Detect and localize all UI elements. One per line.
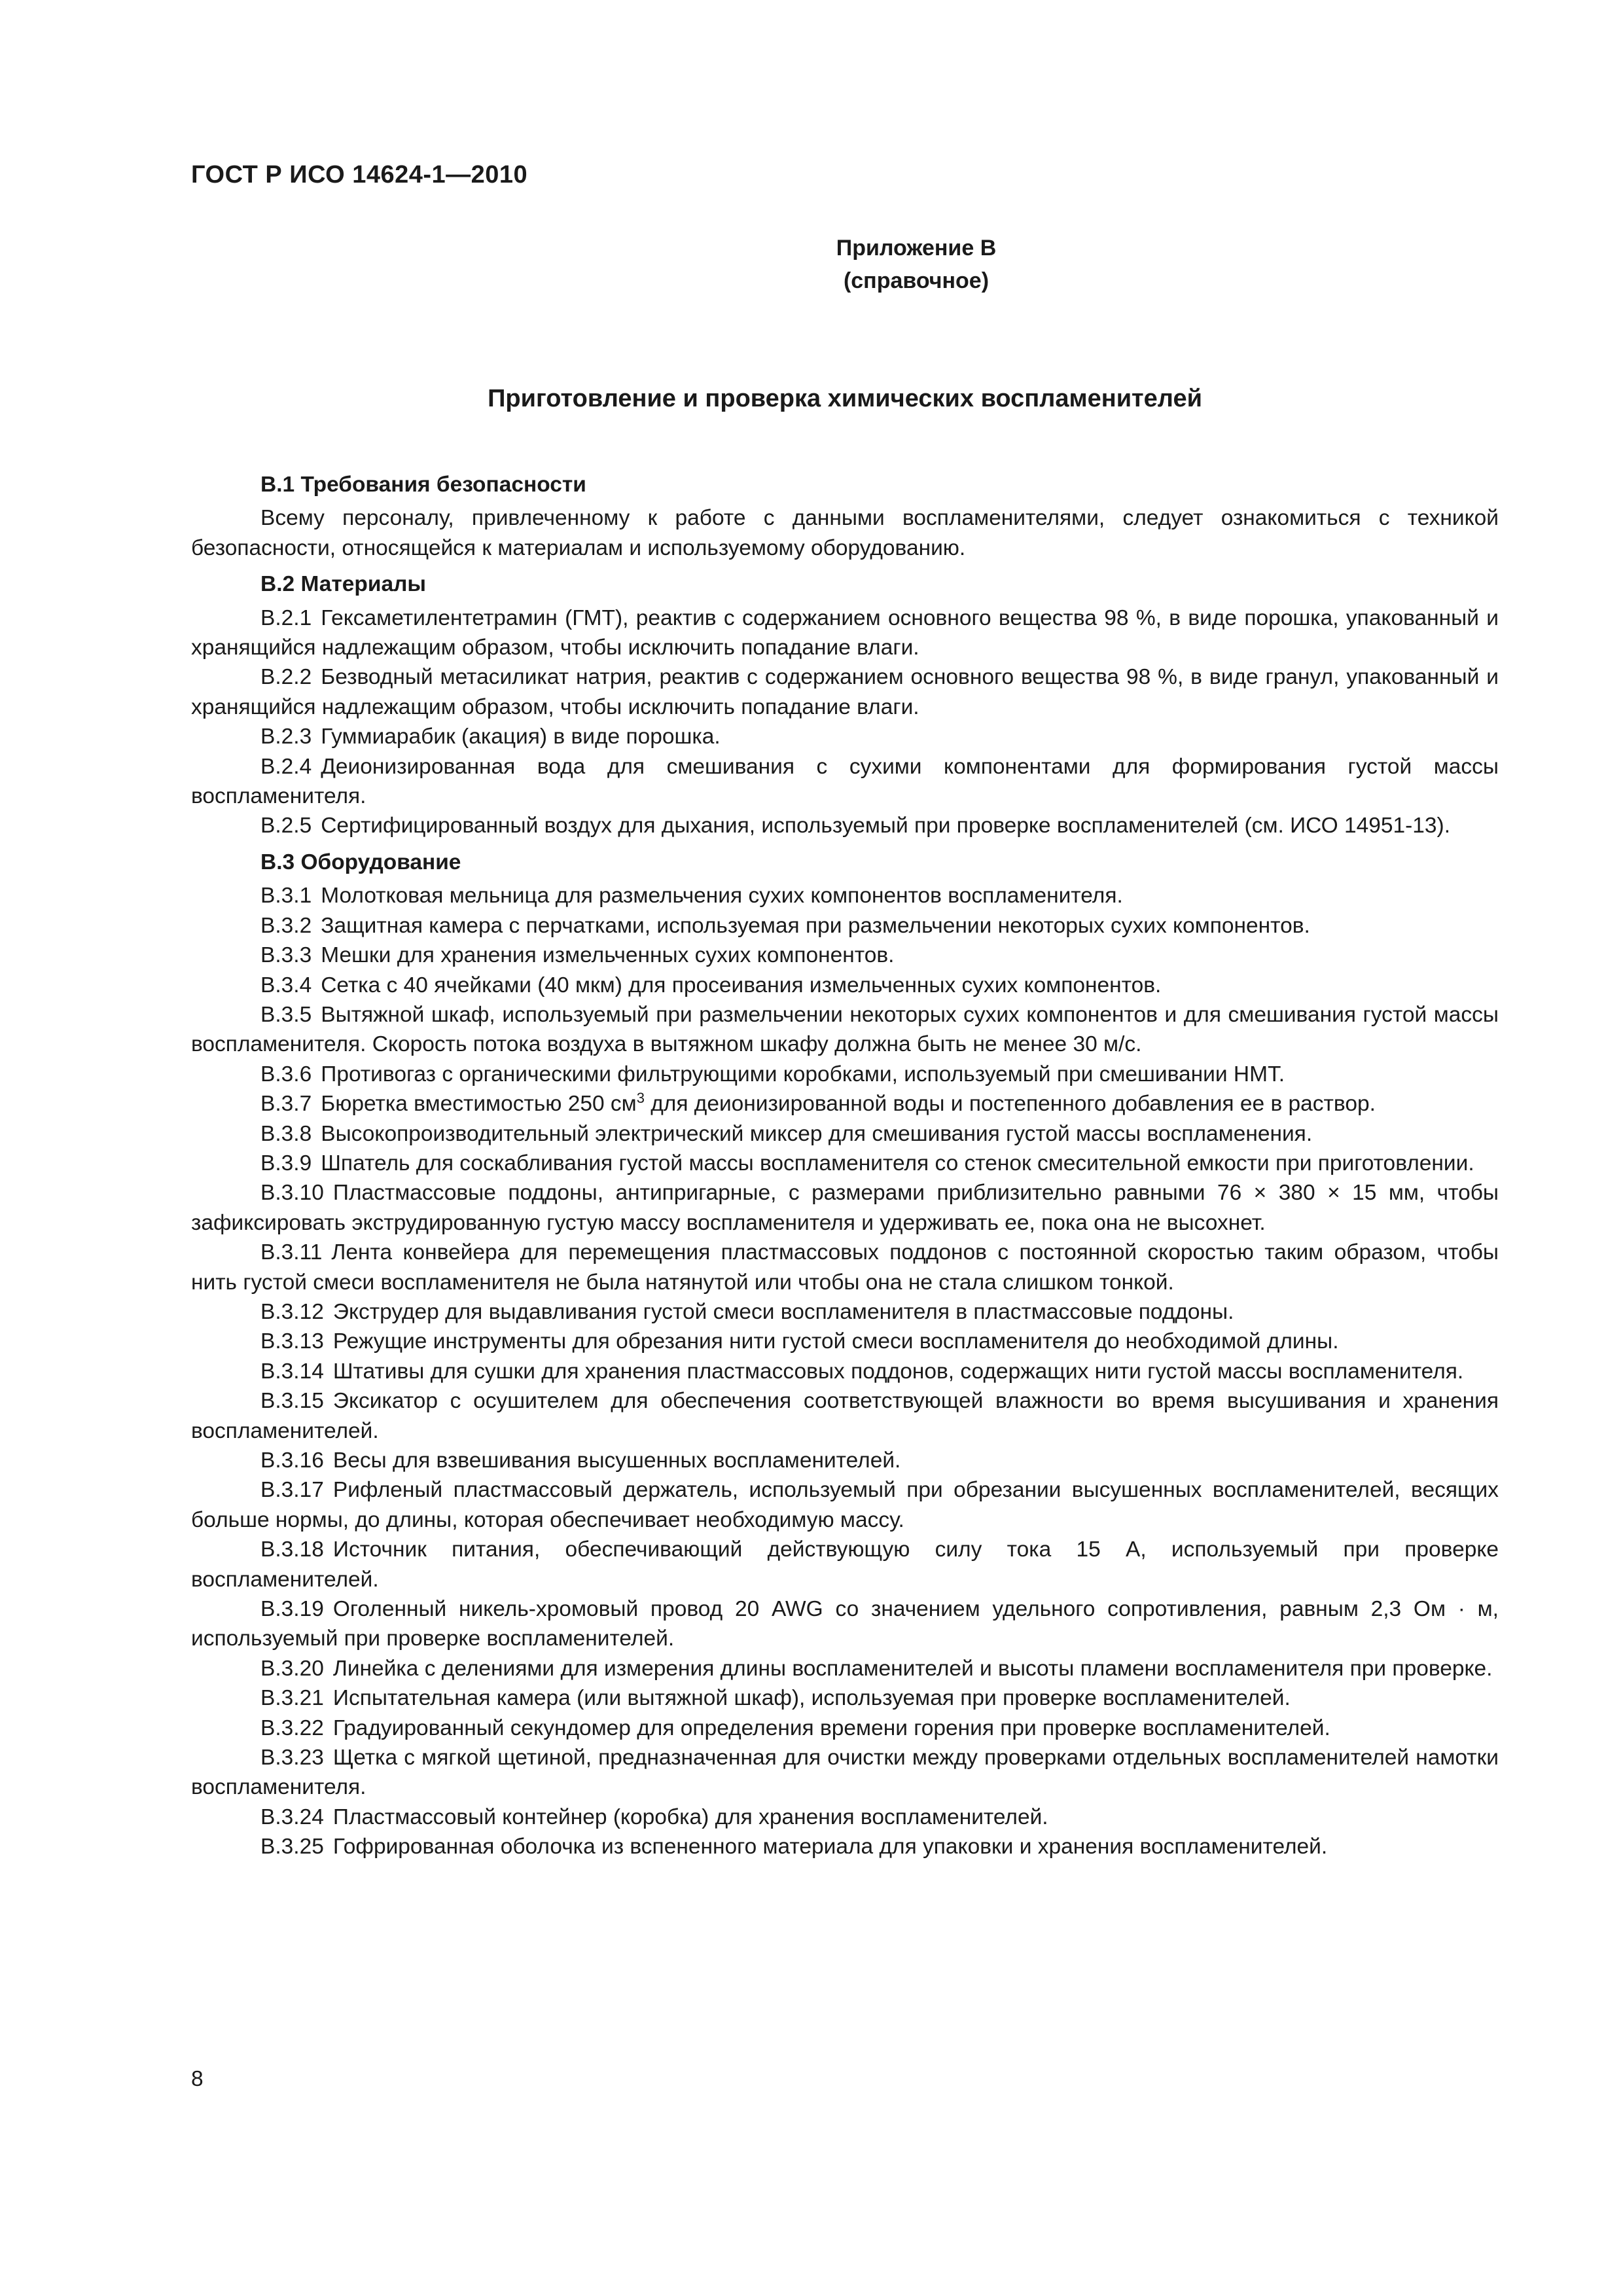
clause-b2-4: В.2.4 Деионизированная вода для смешивания с сухими компонентами для формирования густой массы воспламенителя. — [191, 754, 1499, 809]
clause-b3-12: В.3.12 Экструдер для выдавливания густой смеси воспламенителя в пластмассовые поддоны. — [260, 1299, 1234, 1324]
clause-b2-3: В.2.3 Гуммиарабик (акация) в виде порошка. — [260, 725, 721, 749]
clause-b2-1: В.2.1 Гексаметилентетрамин (ГМТ), реактив с содержанием основного вещества 98 %, в виде порошка, упакованный и хранящийся надлежащим образом, чтобы исключить попадание влаги. — [191, 605, 1499, 660]
clause-b3-20: В.3.20 Линейка с делениями для измерения длины воспламенителей и высоты пламени воспламенителя при проверке. — [260, 1656, 1493, 1681]
clause-b3-8: В.3.8 Высокопроизводительный электрический миксер для смешивания густой массы воспламенения. — [260, 1121, 1313, 1146]
clause-b3-2: В.3.2 Защитная камера с перчатками, используемая при размельчении некоторых сухих компонентов. — [260, 913, 1310, 938]
clause-b3-11: В.3.11 Лента конвейера для перемещения пластмассовых поддонов с постоянной скоростью таким образом, чтобы нить густой смеси воспламенителя не была натянутой или чтобы она не стала слишком тонкой. — [191, 1240, 1499, 1295]
page-number: 8 — [191, 2067, 204, 2091]
section-b3-items — [191, 881, 1499, 1861]
section-b1-paragraph: Всему персоналу, привлеченному к работе с данными воспламенителями, следует ознакомиться с техникой безопасности, относящейся к материалам и используемому оборудованию. — [191, 506, 1499, 560]
clause-b2-5: В.2.5 Сертифицированный воздух для дыхания, используемый при проверке воспламенителей (см. ИСО 14951-13). — [260, 814, 1451, 838]
clause-b3-15: В.3.15 Эксикатор с осушителем для обеспечения соответствующей влажности во время высушивания и хранения воспламенителей. — [191, 1389, 1499, 1443]
section-heading-b2: В.2 Материалы — [260, 572, 427, 597]
document-id-header: ГОСТ Р ИСО 14624-1—2010 — [191, 161, 528, 188]
appendix-type: (справочное) — [843, 268, 990, 293]
clause-b3-7: В.3.7 Бюретка вместимостью 250 $см^3$ для деионизированной воды и постепенного добавления ее в раствор. — [260, 1089, 1376, 1117]
section-heading-b3: В.3 Оборудование — [260, 850, 461, 874]
clause-b3-18: В.3.18 Источник питания, обеспечивающий действующую силу тока 15 А, используемый при проверке воспламенителей. — [191, 1537, 1499, 1592]
clause-b3-25: В.3.25 Гофрированная оболочка из вспененного материала для упаковки и хранения воспламенителей. — [260, 1835, 1328, 1859]
clause-b2-2: В.2.2 Безводный метасиликат натрия, реактив с содержанием основного вещества 98 %, в виде гранул, упакованный и хранящийся надлежащим образом, чтобы исключить попадание влаги. — [191, 665, 1499, 719]
section-b2-items — [191, 603, 1499, 841]
document-body — [191, 463, 1499, 1862]
clause-b3-17: В.3.17 Рифленый пластмассовый держатель, используемый при обрезании высушенных воспламенителей, весящих больше нормы, до длины, которая обеспечивает необходимую массу. — [191, 1478, 1499, 1532]
clause-b3-1: В.3.1 Молотковая мельница для размельчения сухих компонентов воспламенителя. — [260, 884, 1123, 908]
clause-b3-10: В.3.10 Пластмассовые поддоны, антипригарные, с размерами приблизительно равными 76 × 380 × 15 мм, чтобы зафиксировать экструдированную густую массу воспламенителя и удерживать ее, пока она не высохнет. — [191, 1181, 1499, 1235]
clause-b3-13: В.3.13 Режущие инструменты для обрезания нити густой смеси воспламенителя до необходимой длины. — [260, 1329, 1339, 1354]
clause-b3-22: В.3.22 Градуированный секундомер для определения времени горения при проверке воспламенителей. — [260, 1715, 1330, 1740]
clause-b3-5: В.3.5 Вытяжной шкаф, используемый при размельчении некоторых сухих компонентов и для смешивания густой массы воспламенителя. Скорость потока воздуха в вытяжном шкафу должна быть не менее 30 м/с. — [191, 1002, 1499, 1057]
clause-b3-9: В.3.9 Шпатель для соскабливания густой массы воспламенителя со стенок смесительной емкости при приготовлении. — [260, 1151, 1474, 1175]
clause-b3-19: В.3.19 Оголенный никель-хромовый провод 20 AWG со значением удельного сопротивления, равным 2,3 Ом · м, используемый при проверке воспламенителей. — [191, 1597, 1499, 1651]
clause-b3-14: В.3.14 Штативы для сушки для хранения пластмассовых поддонов, содержащих нити густой массы воспламенителя. — [260, 1359, 1464, 1384]
clause-b3-16: В.3.16 Весы для взвешивания высушенных воспламенителей. — [260, 1448, 901, 1473]
clause-b3-24: В.3.24 Пластмассовый контейнер (коробка) для хранения воспламенителей. — [260, 1804, 1048, 1829]
clause-b3-23: В.3.23 Щетка с мягкой щетиной, предназначенная для очистки между проверками отдельных воспламенителей намотки воспламенителя. — [191, 1746, 1499, 1800]
clause-b3-4: В.3.4 Сетка с 40 ячейками (40 мкм) для просеивания измельченных сухих компонентов. — [260, 973, 1162, 997]
appendix-heading — [654, 232, 1178, 297]
appendix-title: Приготовление и проверка химических воспламенителей — [488, 385, 1202, 412]
clause-b3-6: В.3.6 Противогаз с органическими фильтрующими коробками, используемый при смешивании НМТ. — [260, 1062, 1285, 1086]
appendix-label: Приложение В — [836, 236, 997, 260]
section-heading-b1: В.1 Требования безопасности — [260, 473, 586, 497]
clause-b3-21: В.3.21 Испытательная камера (или вытяжной шкаф), используемая при проверке воспламенителей. — [260, 1686, 1291, 1711]
clause-b3-3: В.3.3 Мешки для хранения измельченных сухих компонентов. — [260, 943, 895, 968]
